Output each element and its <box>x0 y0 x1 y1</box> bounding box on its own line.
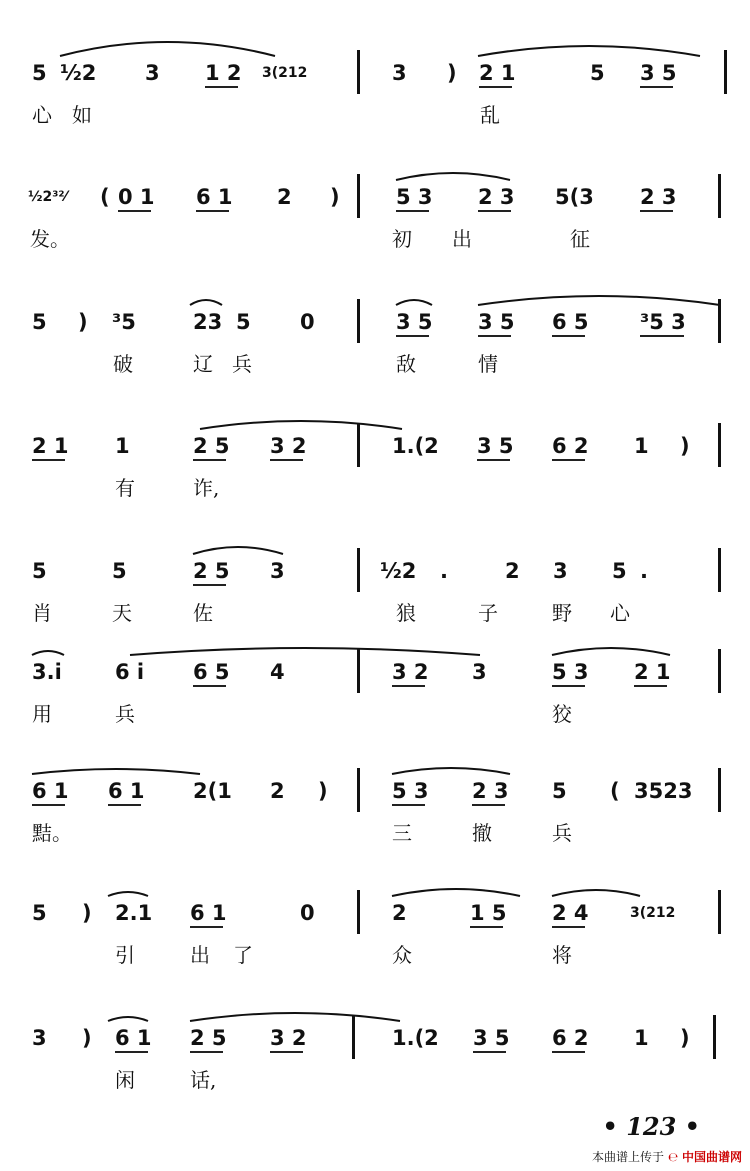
note-group: 0 1 <box>118 185 155 209</box>
note-group: ( <box>610 779 620 803</box>
beam-line <box>640 210 673 212</box>
lyric-char: 狼 <box>396 601 416 625</box>
note-group: 5 <box>590 61 605 85</box>
bar-line <box>357 768 360 812</box>
slur-arc <box>60 42 275 56</box>
beam-line <box>470 926 503 928</box>
lyric-char: 辽 <box>193 352 213 376</box>
note-group: 3(212 <box>262 65 308 81</box>
note-group: 2 5 <box>193 434 230 458</box>
note-group: 2 3 <box>640 185 677 209</box>
note-group: 5 <box>32 61 47 85</box>
music-system <box>0 987 750 1107</box>
slur-arc <box>396 173 510 180</box>
note-group: 2(1 <box>193 779 232 803</box>
beam-line <box>32 804 65 806</box>
note-group: 2 3 <box>472 779 509 803</box>
lyric-char: 征 <box>570 227 590 251</box>
note-group: 2.1 <box>115 901 153 925</box>
music-system <box>0 621 750 741</box>
beam-line <box>108 804 141 806</box>
lyric-char: 佐 <box>193 601 213 625</box>
note-group: ³5 <box>112 310 136 334</box>
note-group: ) <box>330 185 340 209</box>
note-group: 6 1 <box>196 185 233 209</box>
lyric-char: 引 <box>115 943 135 967</box>
note-group: 6 1 <box>108 779 145 803</box>
note-group: 3 <box>392 61 407 85</box>
lyric-char: 三 <box>392 821 412 845</box>
note-group: 3 2 <box>270 1026 307 1050</box>
note-group: 6 2 <box>552 434 589 458</box>
lyric-char: 用 <box>32 702 52 726</box>
music-system <box>0 22 750 142</box>
music-system <box>0 271 750 391</box>
upload-credit <box>592 1148 742 1165</box>
slur-arc <box>478 46 700 56</box>
page-number: • 123 • <box>602 1112 700 1141</box>
slur-arc <box>200 421 402 429</box>
music-system <box>0 862 750 982</box>
note-group: 1 <box>115 434 130 458</box>
note-group: ) <box>78 310 88 334</box>
lyric-char: 狡 <box>552 702 572 726</box>
note-group: 5 <box>236 310 251 334</box>
note-group: 3523 <box>634 779 693 803</box>
note-group: 5 3 <box>552 660 589 684</box>
note-group: 0 <box>300 901 315 925</box>
bar-line <box>718 548 721 592</box>
bar-line <box>718 890 721 934</box>
note-group: 6 5 <box>552 310 589 334</box>
note-group: 3 <box>553 559 568 583</box>
note-group: 5(3 <box>555 185 594 209</box>
bar-line <box>713 1015 716 1059</box>
note-group: ) <box>82 901 92 925</box>
note-group: 6 1 <box>115 1026 152 1050</box>
note-group: 3 5 <box>477 434 514 458</box>
note-group: 0 <box>300 310 315 334</box>
note-group: 6 2 <box>552 1026 589 1050</box>
beam-line <box>640 335 684 337</box>
note-group: 2 <box>392 901 407 925</box>
slur-arc <box>190 1013 400 1021</box>
slur-arc <box>392 889 520 896</box>
credit-text: 本曲谱上传于 <box>592 1150 665 1164</box>
lyric-char: 诈, <box>193 476 220 500</box>
lyric-char: 情 <box>478 352 498 376</box>
note-group: 5 <box>32 901 47 925</box>
lyric-char: 兵 <box>552 821 572 845</box>
beam-line <box>270 1051 303 1053</box>
note-group: 2 1 <box>479 61 516 85</box>
note-group: 4 <box>270 660 285 684</box>
music-system <box>0 740 750 860</box>
beam-line <box>193 584 226 586</box>
lyric-char: 如 <box>72 103 92 127</box>
note-group: 2 <box>505 559 520 583</box>
slur-arc <box>32 769 200 774</box>
bar-line <box>357 174 360 218</box>
note-group: 3 5 <box>396 310 433 334</box>
lyric-char: 有 <box>115 476 135 500</box>
note-group: 6 1 <box>32 779 69 803</box>
beam-line <box>270 459 303 461</box>
slur-arc <box>193 547 283 554</box>
beam-line <box>640 86 673 88</box>
beam-line <box>478 335 511 337</box>
lyric-char: 敌 <box>396 352 416 376</box>
note-group: 5 <box>112 559 127 583</box>
lyric-char: 破 <box>113 352 133 376</box>
lyric-char: 将 <box>552 943 572 967</box>
beam-line <box>477 459 510 461</box>
note-group: 3(212 <box>630 905 676 921</box>
note-group: 3 5 <box>640 61 677 85</box>
lyric-char: 闲 <box>115 1068 135 1092</box>
lyric-char: 天 <box>112 601 132 625</box>
note-group: 1 5 <box>470 901 507 925</box>
note-group: 5 <box>552 779 567 803</box>
beam-line <box>472 804 505 806</box>
note-group: 2 1 <box>634 660 671 684</box>
bar-line <box>724 50 727 94</box>
bar-line <box>357 50 360 94</box>
note-group: 5 <box>32 559 47 583</box>
bar-line <box>357 423 360 467</box>
beam-line <box>392 685 425 687</box>
note-group: 6 5 <box>193 660 230 684</box>
lyric-char: 出 <box>452 227 472 251</box>
lyric-char: 心 <box>610 601 630 625</box>
note-group: 1 <box>634 1026 649 1050</box>
note-group: 5 3 <box>392 779 429 803</box>
bar-line <box>718 174 721 218</box>
lyric-char: 肖 <box>32 601 52 625</box>
note-group: 6 i <box>115 660 145 684</box>
lyric-char: 兵 <box>232 352 252 376</box>
slur-arc <box>108 1017 148 1021</box>
note-group: ½2³²⁄ <box>28 189 67 205</box>
lyric-char: 乱 <box>480 103 500 127</box>
note-group: 2 5 <box>190 1026 227 1050</box>
beam-line <box>115 1051 148 1053</box>
beam-line <box>552 926 585 928</box>
note-group: 6 1 <box>190 901 227 925</box>
lyric-char: 撤 <box>472 821 492 845</box>
slur-arc <box>190 300 222 305</box>
slur-arc <box>392 768 510 774</box>
beam-line <box>205 86 238 88</box>
note-group: 3.i <box>32 660 62 684</box>
lyric-char: 子 <box>478 601 498 625</box>
lyric-char: 了 <box>233 943 253 967</box>
note-group: 23 <box>193 310 223 334</box>
note-group: 1.(2 <box>392 1026 439 1050</box>
note-group: 2 <box>270 779 285 803</box>
beam-line <box>190 926 223 928</box>
slur-arc <box>552 890 640 896</box>
music-system <box>0 395 750 515</box>
lyric-char: 黠。 <box>32 821 72 845</box>
beam-line <box>396 210 429 212</box>
bar-line <box>718 649 721 693</box>
note-group: ) <box>318 779 328 803</box>
beam-line <box>552 1051 585 1053</box>
beam-line <box>634 685 667 687</box>
beam-line <box>193 685 226 687</box>
note-group: ) <box>680 1026 690 1050</box>
slur-arc <box>108 892 148 896</box>
note-group: 3 2 <box>392 660 429 684</box>
slur-arc <box>396 300 432 305</box>
bar-line <box>718 768 721 812</box>
note-group: ) <box>447 61 457 85</box>
beam-line <box>479 86 512 88</box>
bar-line <box>357 299 360 343</box>
note-group: ½2 <box>60 61 97 85</box>
bar-line <box>357 890 360 934</box>
slur-layer <box>0 22 750 142</box>
note-group: 1 2 <box>205 61 242 85</box>
note-group: 3 <box>472 660 487 684</box>
note-group: 5 <box>32 310 47 334</box>
note-group: 3 5 <box>473 1026 510 1050</box>
slur-arc <box>32 651 64 655</box>
beam-line <box>396 335 429 337</box>
note-group: ) <box>680 434 690 458</box>
beam-line <box>32 459 65 461</box>
site-name: 中国曲谱网 <box>681 1150 742 1164</box>
beam-line <box>118 210 151 212</box>
bar-line <box>352 1015 355 1059</box>
note-group: ( <box>100 185 110 209</box>
note-group: 3 <box>32 1026 47 1050</box>
lyric-char: 心 <box>32 103 52 127</box>
note-group: 3 <box>270 559 285 583</box>
note-group: 2 1 <box>32 434 69 458</box>
note-group: 2 4 <box>552 901 589 925</box>
note-group: 5 <box>612 559 627 583</box>
beam-line <box>190 1051 223 1053</box>
note-group: . <box>640 559 648 583</box>
lyric-char: 众 <box>392 943 412 967</box>
beam-line <box>392 804 425 806</box>
note-group: ½2 <box>380 559 417 583</box>
note-group: ³5 3 <box>640 310 686 334</box>
note-group: 2 <box>277 185 292 209</box>
site-logo: ℮ <box>667 1150 679 1164</box>
slur-layer <box>0 146 750 266</box>
note-group: ) <box>82 1026 92 1050</box>
lyric-char: 发。 <box>30 227 70 251</box>
beam-line <box>193 459 226 461</box>
note-group: 3 5 <box>478 310 515 334</box>
note-group: 1 <box>634 434 649 458</box>
beam-line <box>196 210 229 212</box>
note-group: . <box>440 559 448 583</box>
lyric-char: 兵 <box>115 702 135 726</box>
beam-line <box>552 335 585 337</box>
slur-arc <box>478 296 720 305</box>
note-group: 3 2 <box>270 434 307 458</box>
slur-arc <box>130 648 480 655</box>
lyric-char: 野 <box>552 601 572 625</box>
bar-line <box>357 649 360 693</box>
beam-line <box>552 459 585 461</box>
bar-line <box>718 299 721 343</box>
music-system <box>0 146 750 266</box>
lyric-char: 出 <box>190 943 210 967</box>
slur-arc <box>552 648 670 655</box>
bar-line <box>718 423 721 467</box>
lyric-char: 话, <box>190 1068 217 1092</box>
note-group: 1.(2 <box>392 434 439 458</box>
beam-line <box>552 685 585 687</box>
beam-line <box>478 210 511 212</box>
beam-line <box>473 1051 506 1053</box>
note-group: 2 3 <box>478 185 515 209</box>
lyric-char: 初 <box>392 227 412 251</box>
note-group: 2 5 <box>193 559 230 583</box>
bar-line <box>357 548 360 592</box>
note-group: 5 3 <box>396 185 433 209</box>
note-group: 3 <box>145 61 160 85</box>
